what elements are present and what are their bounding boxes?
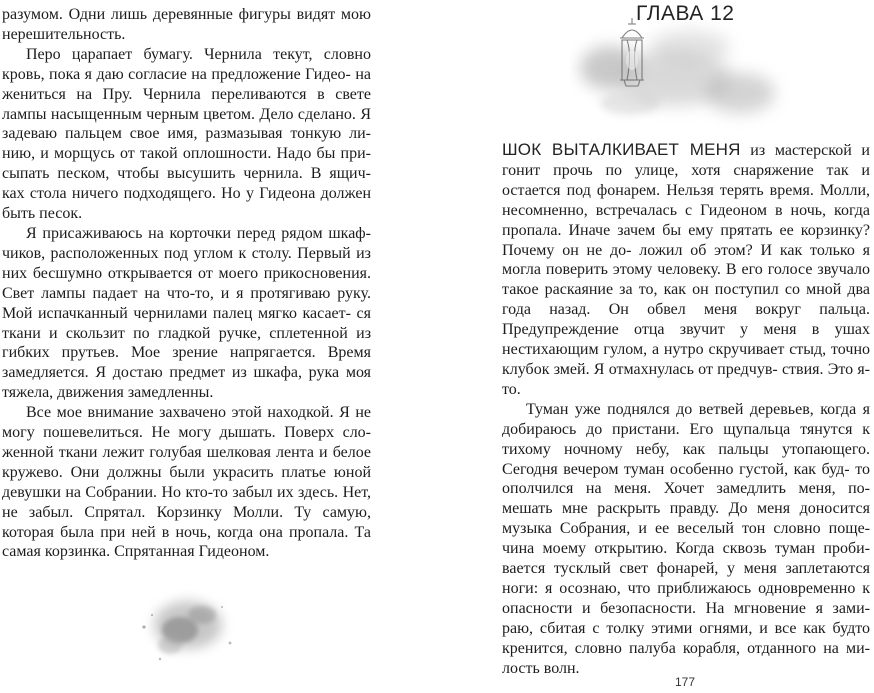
right-page: [502, 0, 870, 693]
page-number: 177: [675, 675, 696, 689]
left-paragraph-3: Я присаживаюсь на корточки перед рядом шкаф- чиков, расположенных под углом к столу. Первый из них бесшумно открывается от моего прикосновения. Свет лампы падает на что-то, и я протягиваю руку. Мой испачканный чернилами палец мягко касает- ся ткани и скользит по гладкой ручке, сплетенной из гибких прутьев. Мое зрение напрягается. Время замедляется. Я достаю предмет из шкафа, рука моя тяжела, движения замедленны.: [2, 224, 372, 402]
left-page-text: [2, 5, 371, 562]
ink-blot-icon: [130, 585, 250, 675]
chapter-opening-words: ШОК ВЫТАЛКИВАЕТ МЕНЯ: [502, 140, 741, 159]
right-paragraph-2: Туман уже поднялся до ветвей деревьев, когда я добираюсь до пристани. Его щупальца тянутся к тихому ночному небу, как пальцы утопающего. Сегодня вечером туман особенно густой, как буд- то ополчился на меня. Хочет замедлить меня, по- мешать мне раскрыть правду. До меня доносится музыка Собрания, и ее веселый тон словно поще- чина моему открытию. Когда сквозь туман проби- вается тусклый свет фонарей, у меня заплетаются ноги: я осознаю, что приближаюсь одновременно к опасности и безопасности. На мгновение я зами- раю, сбитая с толку этими огнями, и все как будто кренится, словно палуба корабля, отданного на ми- лость волн.: [502, 400, 871, 677]
left-paragraph-2: Перо царапает бумагу. Чернила текут, словно кровь, пока я даю согласие на предложение Гидео- на жениться на Пру. Чернила переливаются в свете лампы насыщенным черным цветом. Дело сделано. Я задеваю пальцем свое имя, размазывая тонкую ли- нию, и морщусь от такой оплошности. Надо бы при- сыпать песком, чтобы высушить чернила. В ящич- ках стола ничего подходящего. Но у Гидеона должен быть песок.: [2, 45, 372, 223]
chapter-title: ГЛАВА 12: [636, 2, 735, 25]
right-page-text: [502, 140, 870, 678]
left-paragraph-1: разумом. Одни лишь деревянные фигуры видят мою нерешительность.: [2, 6, 371, 43]
right-paragraph-1: ШОК ВЫТАЛКИВАЕТ МЕНЯ из мастерской и гонит прочь по улице, хотя снаряжение так и остается под фонарем. Нельзя терять время. Молли, несомненно, встречалась с Гидеоном в ночь, когда пропала. Иначе зачем бы ему прятать ее корзинку? Почему он не до- ложил об этом? И как только я могла поверить этому человеку. В его голосе звучало такое раскаяние за то, как он поступил со мной два года назад. Он обвел меня вокруг пальца. Предупреждение отца звучит у меня в ушах нестихающим гулом, а нутро скручивает стыд, точно клубок змей. Я отмахнулась от предчув- ствия. Это я-то.: [502, 140, 871, 398]
left-paragraph-4: Все мое внимание захвачено этой находкой. Я не могу пошевелиться. Не могу дышать. Поверх сло- женной ткани лежит голубая шелковая лента и белое кружево. Они должны были украсить платье юной девушки на Собрании. Но кто-то забыл их здесь. Нет, не забыл. Спрятал. Корзинку Молли. Ту самую, которая была при ней в ночь, когда она пропала. Та самая корзинка. Спрятанная Гидеоном.: [2, 404, 372, 561]
